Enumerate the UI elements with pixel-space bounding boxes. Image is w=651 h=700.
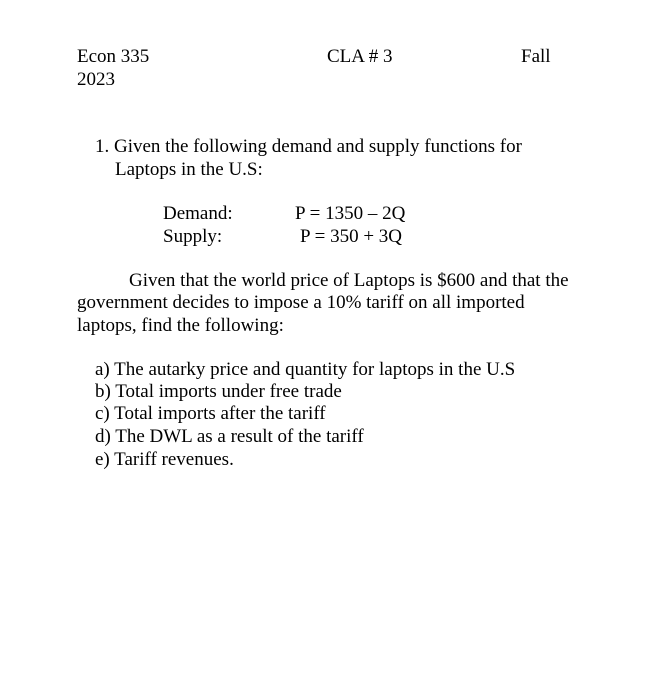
term-label: Fall: [521, 46, 551, 67]
demand-equation: P = 1350 – 2Q: [295, 203, 406, 224]
question-text-line-2: Laptops in the U.S:: [115, 159, 263, 180]
list-item-a: a) The autarky price and quantity for laptops in the U.S: [95, 359, 516, 380]
assignment-title: CLA # 3: [327, 46, 393, 67]
paragraph-line-3: laptops, find the following:: [77, 315, 284, 336]
supply-equation: P = 350 + 3Q: [300, 226, 403, 247]
course-name: Econ 335: [77, 46, 150, 67]
supply-label: Supply:: [163, 226, 223, 247]
course-year: 2023: [77, 69, 115, 90]
list-item-d: d) The DWL as a result of the tariff: [95, 426, 364, 447]
list-item-b: b) Total imports under free trade: [95, 381, 342, 402]
paragraph-line-2: government decides to impose a 10% tariff on all imported: [77, 292, 525, 313]
demand-label: Demand:: [163, 203, 233, 224]
question-text-line-1: 1. Given the following demand and supply functions for: [95, 136, 522, 157]
list-item-e: e) Tariff revenues.: [95, 449, 234, 470]
paragraph-line-1: Given that the world price of Laptops is $600 and that the: [129, 270, 569, 291]
list-item-c: c) Total imports after the tariff: [95, 403, 326, 424]
